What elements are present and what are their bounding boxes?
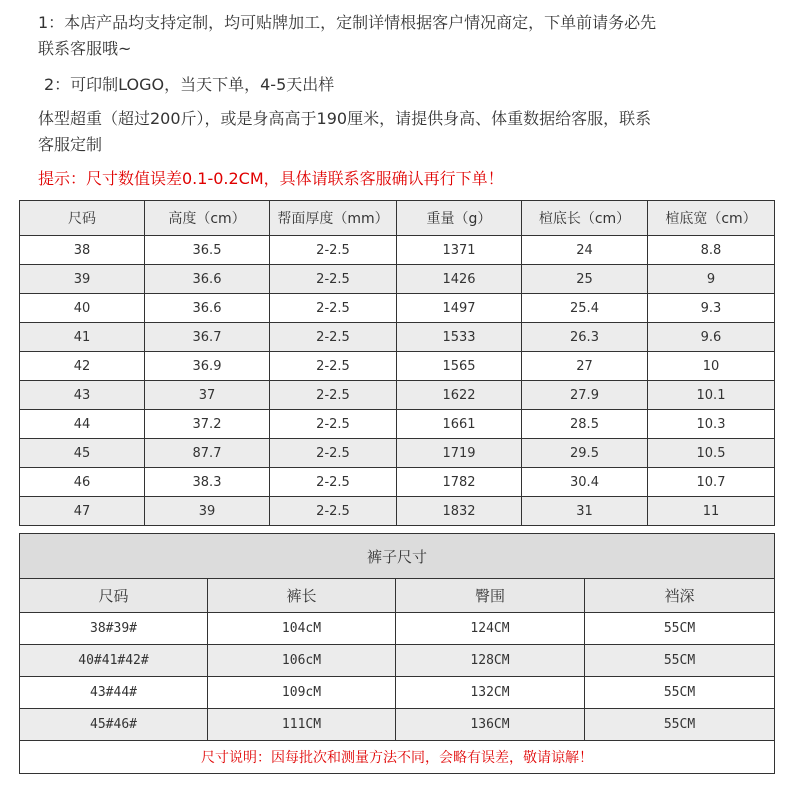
boot-table-header-cell: 重量（g） bbox=[397, 201, 522, 236]
boot-table-cell: 1782 bbox=[397, 468, 522, 497]
boot-table-cell: 1371 bbox=[397, 236, 522, 265]
boot-table-cell: 1565 bbox=[397, 352, 522, 381]
boot-table-cell: 1426 bbox=[397, 265, 522, 294]
boot-table-cell: 47 bbox=[20, 497, 145, 526]
boot-table-cell: 26.3 bbox=[522, 323, 648, 352]
boot-table-header-cell: 高度（cm） bbox=[145, 201, 270, 236]
boot-table-header-cell: 帮面厚度（mm） bbox=[270, 201, 397, 236]
boot-table-cell: 39 bbox=[20, 265, 145, 294]
pants-table-title: 裤子尺寸 bbox=[20, 534, 775, 579]
boot-table-cell: 40 bbox=[20, 294, 145, 323]
pants-table-cell: 128CM bbox=[396, 645, 585, 677]
pants-table-row bbox=[20, 613, 775, 645]
boot-table-cell: 1497 bbox=[397, 294, 522, 323]
boot-table-cell: 2-2.5 bbox=[270, 323, 397, 352]
note-line-1b: 联系客服哦~ bbox=[38, 39, 132, 58]
boot-table-cell: 2-2.5 bbox=[270, 439, 397, 468]
pants-table-cell: 55CM bbox=[585, 709, 775, 741]
boot-table-cell: 10.3 bbox=[648, 410, 775, 439]
pants-table-cell: 104cM bbox=[208, 613, 396, 645]
pants-table-row bbox=[20, 645, 775, 677]
pants-table-cell: 136CM bbox=[396, 709, 585, 741]
pants-table-cell: 45#46# bbox=[20, 709, 208, 741]
pants-table-title-row bbox=[20, 534, 775, 579]
pants-table-cell: 106cM bbox=[208, 645, 396, 677]
boot-table-cell: 2-2.5 bbox=[270, 381, 397, 410]
boot-table-cell: 30.4 bbox=[522, 468, 648, 497]
boot-table-cell: 41 bbox=[20, 323, 145, 352]
boot-size-table bbox=[19, 200, 775, 526]
note-line-3b: 客服定制 bbox=[38, 135, 103, 154]
boot-table-row bbox=[20, 265, 775, 294]
boot-table-cell: 37 bbox=[145, 381, 270, 410]
boot-table-header-cell: 楦底宽（cm） bbox=[648, 201, 775, 236]
pants-table-cell: 132CM bbox=[396, 677, 585, 709]
boot-table-cell: 11 bbox=[648, 497, 775, 526]
boot-table-cell: 44 bbox=[20, 410, 145, 439]
boot-table-cell: 25 bbox=[522, 265, 648, 294]
boot-table-header-cell: 楦底长（cm） bbox=[522, 201, 648, 236]
boot-table-header-row bbox=[20, 201, 775, 236]
boot-table-cell: 8.8 bbox=[648, 236, 775, 265]
pants-table-cell: 124CM bbox=[396, 613, 585, 645]
note-line-3a: 体型超重（超过200斤），或是身高高于190厘米，请提供身高、体重数据给客服，联系 bbox=[38, 109, 652, 128]
boot-table-cell: 28.5 bbox=[522, 410, 648, 439]
boot-table-cell: 2-2.5 bbox=[270, 265, 397, 294]
boot-table-cell: 2-2.5 bbox=[270, 294, 397, 323]
boot-table-cell: 2-2.5 bbox=[270, 468, 397, 497]
pants-table-cell: 55CM bbox=[585, 677, 775, 709]
boot-table-row bbox=[20, 236, 775, 265]
boot-table-cell: 31 bbox=[522, 497, 648, 526]
boot-table-cell: 10.5 bbox=[648, 439, 775, 468]
boot-table-cell: 36.6 bbox=[145, 265, 270, 294]
pants-table-header-cell: 裤长 bbox=[208, 579, 396, 613]
boot-table-cell: 27.9 bbox=[522, 381, 648, 410]
boot-table-cell: 46 bbox=[20, 468, 145, 497]
boot-table-cell: 2-2.5 bbox=[270, 236, 397, 265]
boot-table-cell: 36.9 bbox=[145, 352, 270, 381]
boot-table-cell: 1533 bbox=[397, 323, 522, 352]
size-disclaimer: 尺寸说明：因每批次和测量方法不同，会略有误差，敬请谅解！ bbox=[20, 741, 775, 774]
boot-table-cell: 10.7 bbox=[648, 468, 775, 497]
warning-text: 提示：尺寸数值误差0.1-0.2CM，具体请联系客服确认再行下单！ bbox=[38, 169, 504, 188]
boot-table-row bbox=[20, 439, 775, 468]
boot-table-cell: 2-2.5 bbox=[270, 352, 397, 381]
boot-table-cell: 29.5 bbox=[522, 439, 648, 468]
boot-table-cell: 10.1 bbox=[648, 381, 775, 410]
pants-table-row bbox=[20, 677, 775, 709]
pants-table-header-cell: 尺码 bbox=[20, 579, 208, 613]
boot-table-row bbox=[20, 497, 775, 526]
boot-table-header-cell: 尺码 bbox=[20, 201, 145, 236]
boot-table-cell: 9.3 bbox=[648, 294, 775, 323]
note-line-2: 2：可印制LOGO，当天下单，4-5天出样 bbox=[44, 75, 335, 94]
boot-table-cell: 1832 bbox=[397, 497, 522, 526]
pants-size-table bbox=[19, 533, 775, 774]
boot-table-cell: 2-2.5 bbox=[270, 497, 397, 526]
boot-table-cell: 1661 bbox=[397, 410, 522, 439]
pants-table-header-cell: 臀围 bbox=[396, 579, 585, 613]
boot-table-cell: 36.5 bbox=[145, 236, 270, 265]
boot-table-cell: 39 bbox=[145, 497, 270, 526]
boot-table-cell: 9.6 bbox=[648, 323, 775, 352]
boot-table-cell: 2-2.5 bbox=[270, 410, 397, 439]
pants-table-cell: 43#44# bbox=[20, 677, 208, 709]
pants-table-footer-row bbox=[20, 741, 775, 774]
pants-table-row bbox=[20, 709, 775, 741]
pants-table-cell: 55CM bbox=[585, 613, 775, 645]
pants-table-header-row bbox=[20, 579, 775, 613]
notes-block bbox=[38, 10, 768, 192]
boot-table-cell: 24 bbox=[522, 236, 648, 265]
pants-table-cell: 111CM bbox=[208, 709, 396, 741]
boot-table-cell: 10 bbox=[648, 352, 775, 381]
boot-table-row bbox=[20, 410, 775, 439]
boot-table-cell: 36.6 bbox=[145, 294, 270, 323]
boot-table-row bbox=[20, 294, 775, 323]
boot-table-row bbox=[20, 381, 775, 410]
pants-table-header-cell: 裆深 bbox=[585, 579, 775, 613]
boot-table-cell: 38 bbox=[20, 236, 145, 265]
boot-table-cell: 87.7 bbox=[145, 439, 270, 468]
pants-table-cell: 109cM bbox=[208, 677, 396, 709]
boot-table-row bbox=[20, 323, 775, 352]
boot-table-cell: 36.7 bbox=[145, 323, 270, 352]
boot-table-cell: 45 bbox=[20, 439, 145, 468]
note-line-1a: 1：本店产品均支持定制，均可贴牌加工，定制详情根据客户情况商定，下单前请务必先 bbox=[38, 13, 657, 32]
pants-table-cell: 38#39# bbox=[20, 613, 208, 645]
boot-table-row bbox=[20, 352, 775, 381]
boot-table-cell: 42 bbox=[20, 352, 145, 381]
pants-table-cell: 40#41#42# bbox=[20, 645, 208, 677]
boot-table-cell: 38.3 bbox=[145, 468, 270, 497]
boot-table-cell: 1719 bbox=[397, 439, 522, 468]
pants-table-cell: 55CM bbox=[585, 645, 775, 677]
boot-table-row bbox=[20, 468, 775, 497]
boot-table-cell: 1622 bbox=[397, 381, 522, 410]
boot-table-cell: 27 bbox=[522, 352, 648, 381]
boot-table-cell: 43 bbox=[20, 381, 145, 410]
boot-table-cell: 37.2 bbox=[145, 410, 270, 439]
boot-table-cell: 9 bbox=[648, 265, 775, 294]
boot-table-cell: 25.4 bbox=[522, 294, 648, 323]
